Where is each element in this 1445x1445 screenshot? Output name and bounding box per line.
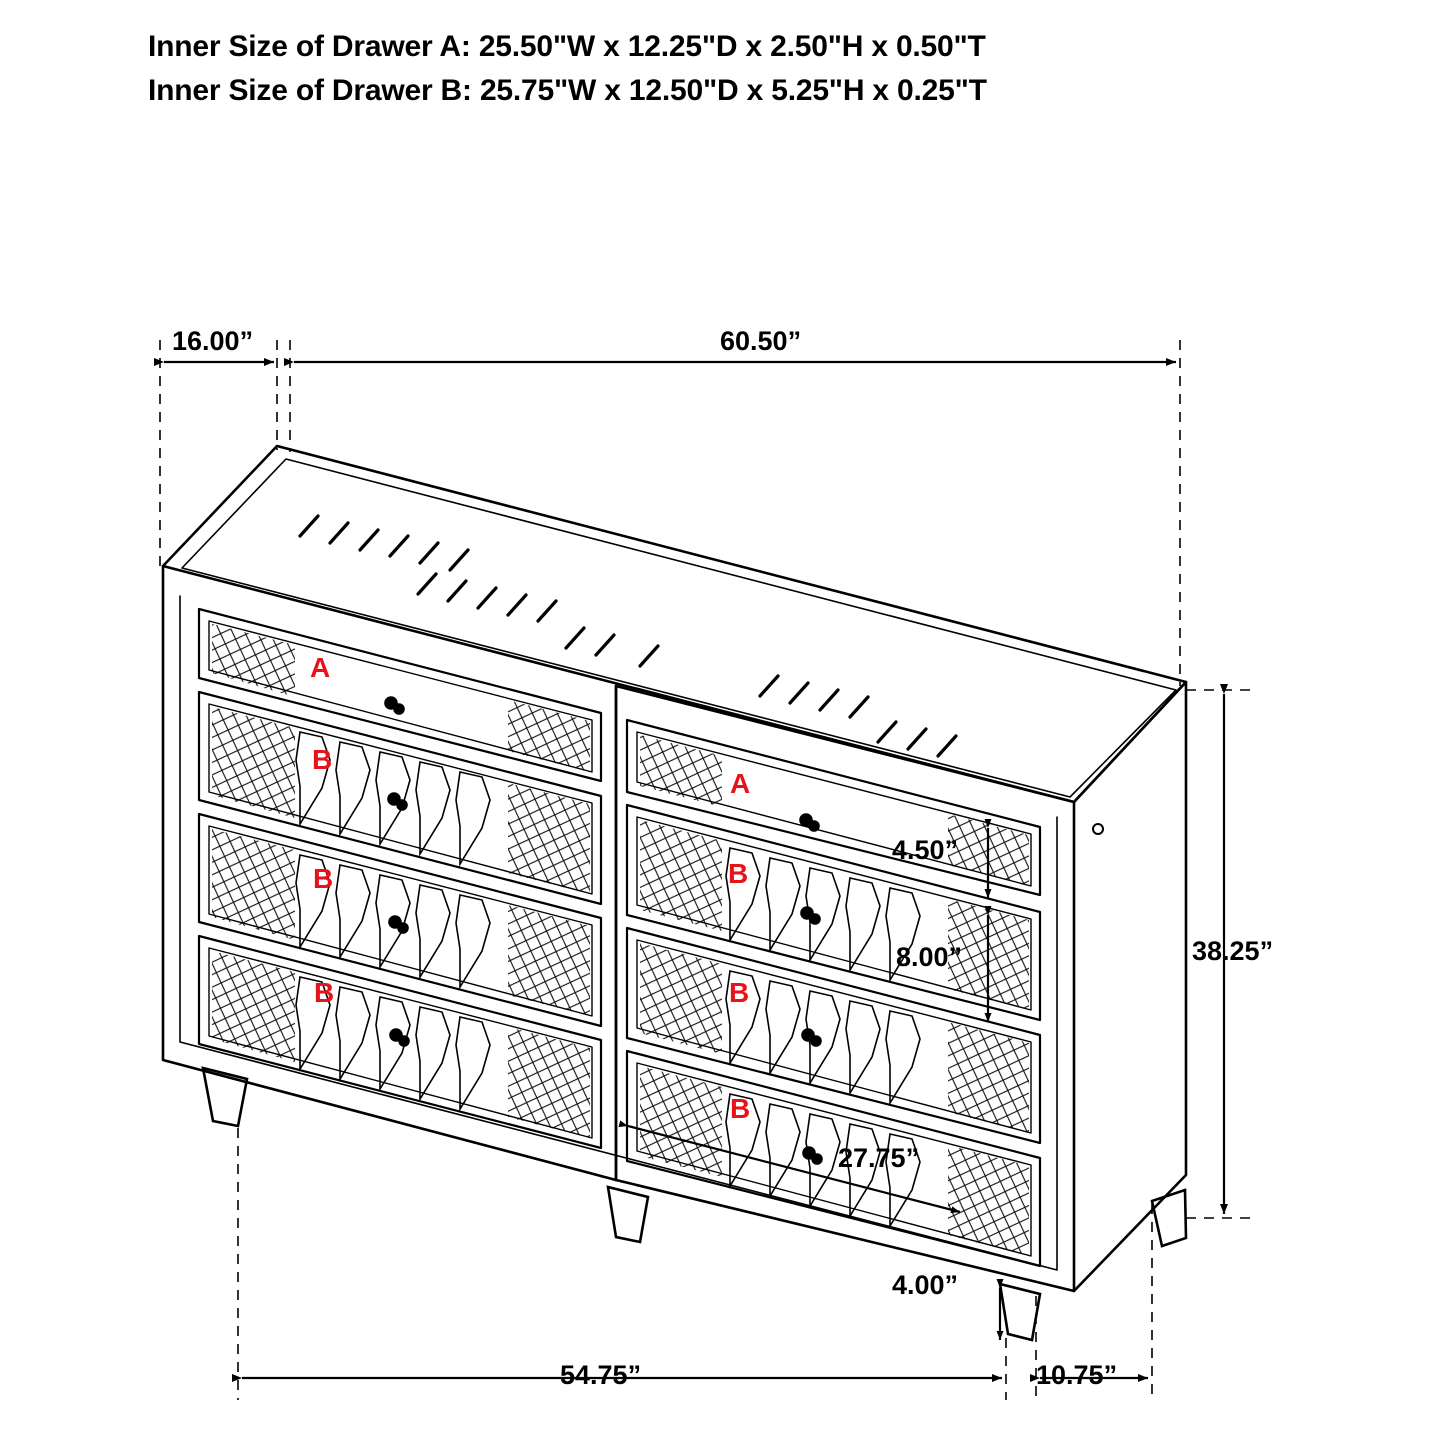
dimension-drawer-a-height: 4.50” bbox=[892, 835, 959, 865]
drawer-label-left-top: A bbox=[310, 652, 331, 683]
drawer-label-right-row2: B bbox=[728, 858, 749, 889]
dimension-drawer-b-height: 8.00” bbox=[896, 942, 963, 972]
drawer-label-left-row3: B bbox=[313, 863, 334, 894]
drawer-label-right-top: A bbox=[730, 768, 751, 799]
drawer-label-left-row2: B bbox=[312, 744, 333, 775]
dimension-front-width: 54.75” bbox=[560, 1360, 642, 1390]
drawer-a-inner-size-text: Inner Size of Drawer A: 25.50"W x 12.25"D x 2.50"H x 0.50"T bbox=[148, 30, 986, 63]
drawer-label-right-row3: B bbox=[729, 977, 750, 1008]
dimension-height-right: 38.25” bbox=[1192, 936, 1274, 966]
dimension-leg-height: 4.00” bbox=[892, 1270, 959, 1300]
dimension-depth-top: 16.00” bbox=[172, 326, 254, 356]
drawer-b-inner-size-text: Inner Size of Drawer B: 25.75"W x 12.50"D x 5.25"H x 0.25"T bbox=[148, 74, 987, 107]
dimension-drawer-width: 27.75” bbox=[838, 1143, 920, 1173]
dimension-width-top: 60.50” bbox=[720, 326, 802, 356]
drawer-label-right-row4: B bbox=[730, 1093, 751, 1124]
dimension-side-depth: 10.75” bbox=[1036, 1360, 1118, 1390]
drawer-label-left-row4: B bbox=[314, 977, 335, 1008]
